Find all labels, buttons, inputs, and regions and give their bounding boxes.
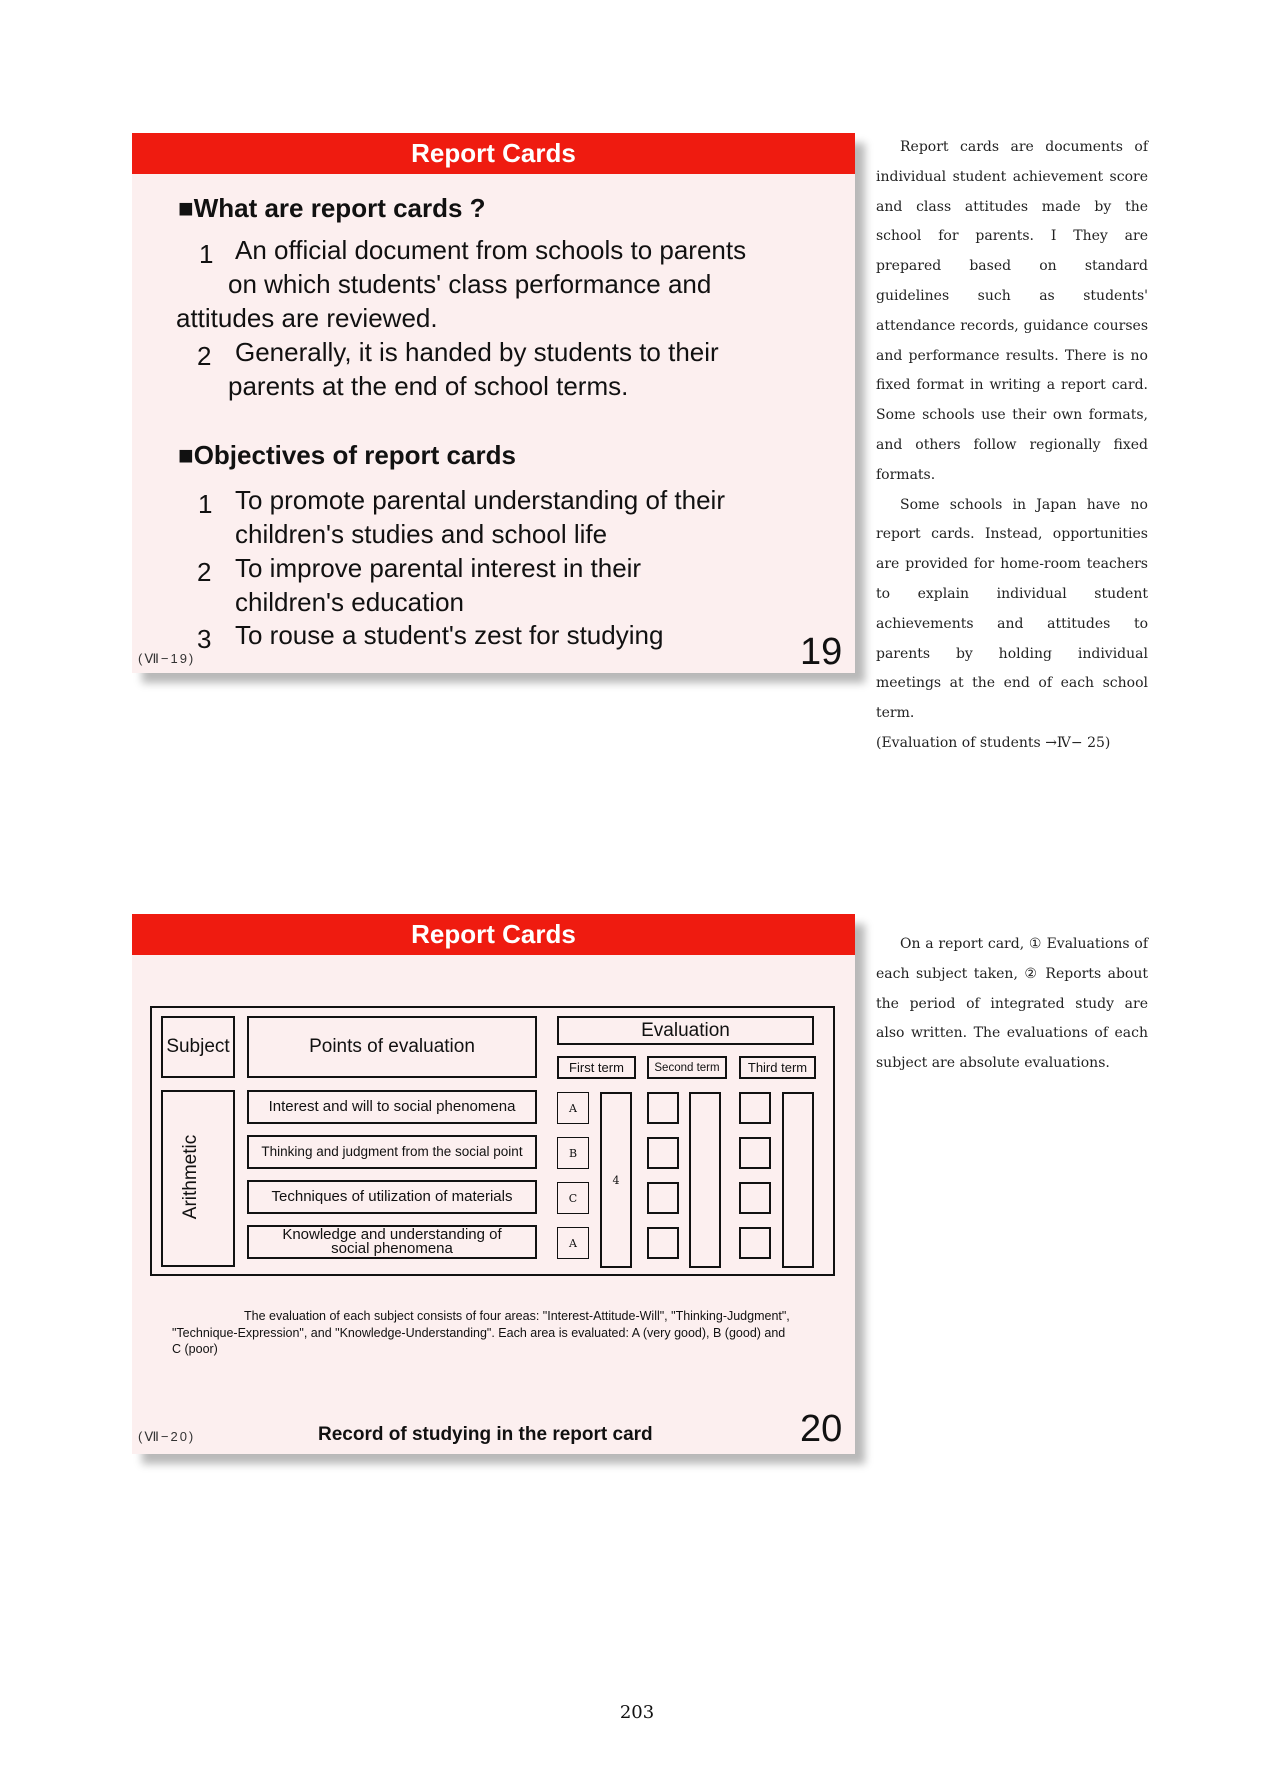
- slide-code: (Ⅶ−20): [138, 1429, 196, 1444]
- slide-code: (Ⅶ−19): [138, 651, 196, 666]
- sidebar-paragraph: Some schools in Japan have no report cards. Instead, opportunities are provided for home-room teachers to explain individual student achievements and attitudes to parents by holding individual meetings at the end of each school term.: [876, 496, 1148, 722]
- list-number: 1: [199, 239, 214, 269]
- list-text: To promote parental understanding of their: [235, 485, 725, 515]
- slide-header: Report Cards: [132, 133, 855, 174]
- term-header: First term: [557, 1056, 636, 1079]
- list-text: Generally, it is handed by students to their: [235, 337, 719, 367]
- grade-cell: [647, 1227, 679, 1259]
- list-number: 2: [197, 557, 212, 587]
- list-number: 3: [197, 624, 212, 654]
- sidebar-text-20: [876, 930, 1148, 1079]
- overall-grade-cell: 4: [600, 1092, 632, 1268]
- grade-cell: C: [557, 1182, 589, 1214]
- grade-cell: [647, 1137, 679, 1169]
- slide-number: 19: [800, 631, 843, 673]
- list-number: 1: [198, 489, 213, 519]
- evaluation-header: Evaluation: [557, 1016, 814, 1045]
- subject-name: Arithmetic: [180, 1134, 202, 1220]
- subject-header: Subject: [161, 1016, 235, 1078]
- list-text: To rouse a student's zest for studying: [235, 620, 664, 650]
- slide-number: 20: [800, 1408, 843, 1450]
- points-header: Points of evaluation: [247, 1016, 537, 1078]
- evaluation-point: Knowledge and understanding of social phenomena: [247, 1225, 537, 1259]
- slide-19: [132, 133, 855, 673]
- section-heading: ■What are report cards ?: [178, 193, 486, 223]
- list-text: To improve parental interest in their: [235, 553, 642, 583]
- grade-cell: [647, 1182, 679, 1214]
- overall-grade-cell: [689, 1092, 721, 1268]
- sidebar-paragraph: On a report card, ① Evaluations of each subject taken, ② Reports about the period of integrated study are also written. The evaluations of each subject are absolute evaluations.: [876, 936, 1148, 1072]
- grade-cell: B: [557, 1137, 589, 1169]
- page-number: 203: [619, 1702, 655, 1723]
- evaluation-point: Thinking and judgment from the social point: [247, 1135, 537, 1169]
- list-number: 2: [197, 341, 212, 371]
- table-caption: The evaluation of each subject consists of four areas: "Interest-Attitude-Will", "Thinking-Judgment", "Technique-Expression", and "Knowledge-Understanding". Each area is evaluated: A (very good), B (good) and C (poor): [172, 1309, 790, 1356]
- grade-cell: A: [557, 1092, 589, 1124]
- sidebar-reference: (Evaluation of students →Ⅳ− 25): [876, 734, 1111, 751]
- term-header: Third term: [739, 1056, 816, 1079]
- evaluation-point: Interest and will to social phenomena: [247, 1090, 537, 1124]
- sidebar-paragraph: Report cards are documents of individual student achievement score and class attitudes made by the school for parents. I They are prepared based on standard guidelines such as students' attendance records, guidance courses and performance results. There is no fixed format in writing a report card. Some schools use their own formats, and others follow regionally fixed formats.: [876, 139, 1148, 483]
- section-heading: ■Objectives of report cards: [178, 440, 516, 470]
- list-text: on which students' class performance and: [228, 269, 712, 299]
- grade-cell: [739, 1227, 771, 1259]
- list-text: attitudes are reviewed.: [176, 303, 438, 333]
- grade-cell: [739, 1182, 771, 1214]
- slide-header: Report Cards: [132, 914, 855, 955]
- sidebar-text-19: [876, 133, 1148, 759]
- grade-cell: [739, 1092, 771, 1124]
- evaluation-point: Techniques of utilization of materials: [247, 1180, 537, 1214]
- overall-grade-cell: [782, 1092, 814, 1268]
- subject-cell: [161, 1090, 235, 1267]
- list-text: An official document from schools to parents: [235, 235, 747, 265]
- grade-cell: [739, 1137, 771, 1169]
- slide-20: [132, 914, 855, 1454]
- slide-footer-title: Record of studying in the report card: [318, 1424, 653, 1445]
- list-text: parents at the end of school terms.: [228, 371, 629, 401]
- grade-cell: [647, 1092, 679, 1124]
- list-text: children's studies and school life: [235, 519, 608, 549]
- list-text: children's education: [235, 587, 464, 617]
- term-header: Second term: [647, 1056, 727, 1079]
- grade-cell: A: [557, 1227, 589, 1259]
